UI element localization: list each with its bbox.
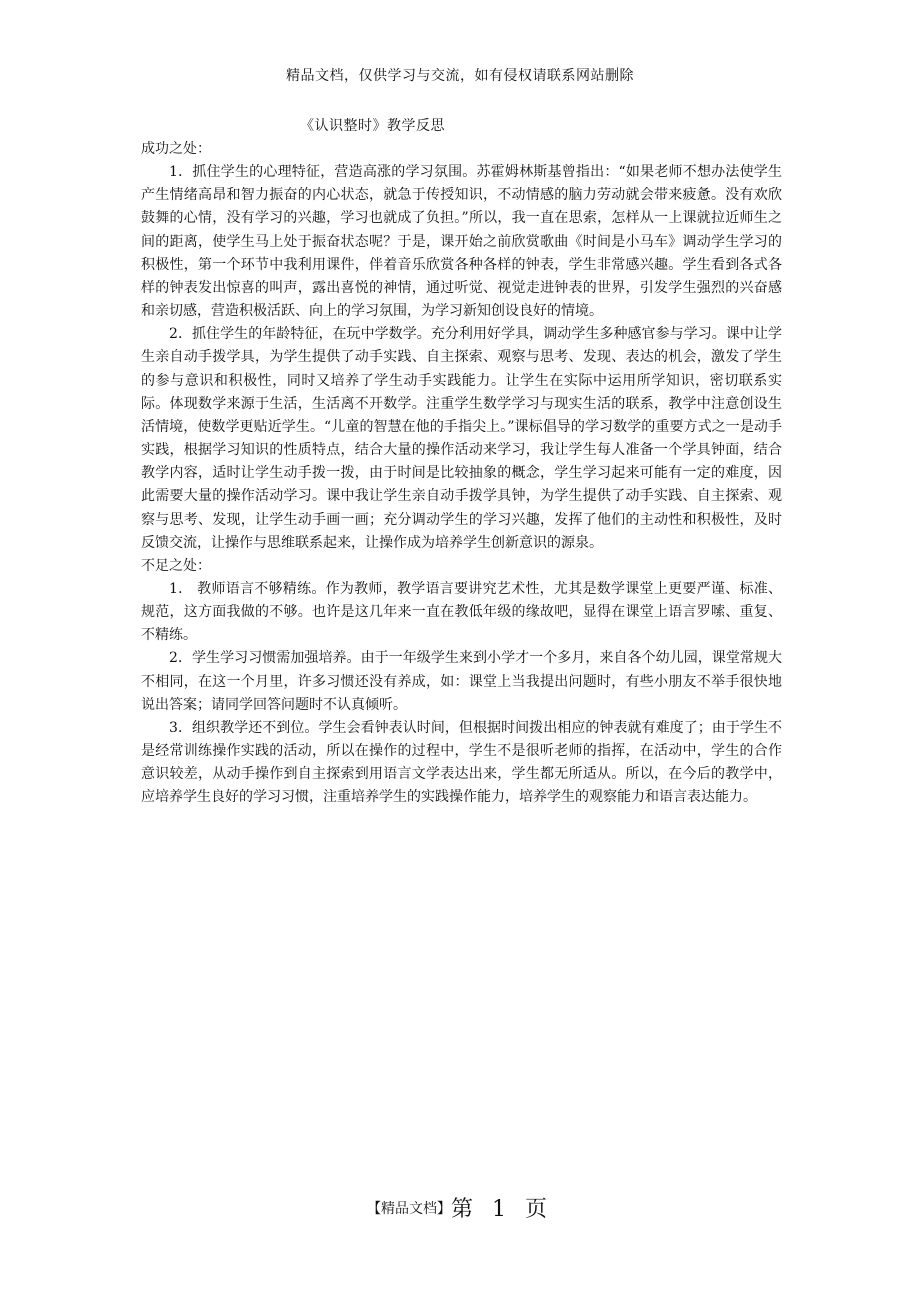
success-paragraph-2: 2．抓住学生的年龄特征，在玩中学数学。充分利用好学具，调动学生多种感官参与学习。课中让学生亲自动手拨学具，为学生提供了动手实践、自主探索、观察与思考、发现、表达的机会，激发了学生的参与意识和积极性，同时又培养了学生动手实践能力。让学生在实际中运用所学知识，密切联系实际。体现数学来源于生活，生活离不开数学。注重学生数学学习与现实生活的联系，教学中注意创设生活情境，使数学更贴近学生。“儿童的智慧在他的手指尖上。”课标倡导的学习数学的重要方式之一是动手实践，根据学习知识的性质特点，结合大量的操作活动来学习，我让学生每人准备一个学具钟面，结合教学内容，适时让学生动手拨一拨，由于时间是比较抽象的概念，学生学习起来可能有一定的难度，因此需要大量的操作活动学习。课中我让学生亲自动手拨学具钟，为学生提供了动手实践、自主探索、观察与思考、发现，让学生动手画一画；充分调动学生的学习兴趣，发挥了他们的主动性和积极性，及时反馈交流，让操作与思维联系起来，让操作成为培养学生创新意识的源泉。 xyxy=(141,326,782,551)
success-heading: 成功之处： xyxy=(141,141,211,157)
shortcoming-heading: 不足之处： xyxy=(141,557,211,574)
document-body xyxy=(141,138,782,810)
shortcoming-paragraph-3: 3．组织教学还不到位。学生会看钟表认时间，但根据时间拨出相应的钟表就有难度了；由于学生不是经常训练操作实践的活动，所以在操作的过程中，学生不是很听老师的指挥，在活动中，学生的合作意识较差，从动手操作到自主探索到用语言文学表达出来，学生都无所适从。所以，在今后的教学中，应培养学生良好的学习习惯，注重培养学生的实践操作能力，培养学生的观察能力和语言表达能力。 xyxy=(141,719,782,806)
success-paragraph-1: 1．抓住学生的心理特征，营造高涨的学习氛围。苏霍姆林斯基曾指出：“如果老师不想办法使学生产生情绪高昂和智力振奋的内心状态，就急于传授知识，不动情感的脑力劳动就会带来疲惫。没有欢欣鼓舞的心情，没有学习的兴趣，学习也就成了负担。”所以，我一直在思索，怎样从一上课就拉近师生之间的距离，使学生马上处于振奋状态呢？于是，课开始之前欣赏歌曲《时间是小马车》调动学生学习的积极性，第一个环节中我利用课件，伴着音乐欣赏各种各样的钟表，学生非常感兴趣。学生看到各式各样的钟表发出惊喜的叫声，露出喜悦的神情，通过听觉、视觉走进钟表的世界，引发学生强烈的兴奋感和亲切感，营造积极活跃、向上的学习氛围，为学习新知创设良好的情境。 xyxy=(141,164,782,320)
shortcoming-paragraph-2: 2．学生学习习惯需加强培养。由于一年级学生来到小学才一个多月，来自各个幼儿园，课堂常规大不相同，在这一个月里，许多习惯还没有养成，如：课堂上当我提出问题时，有些小朋友不举手很快地说出答案；请同学回答问题时不认真倾听。 xyxy=(141,650,782,713)
document-title: 《认识整时》教学反思 xyxy=(300,118,445,134)
page-footer xyxy=(0,1194,920,1227)
shortcoming-paragraph-1: 1． 教师语言不够精练。作为教师，教学语言要讲究艺术性，尤其是数学课堂上更要严谨、标准、规范，这方面我做的不够。也许是这几年来一直在教低年级的缘故吧，显得在课堂上语言罗嗦、重复、不精练。 xyxy=(141,580,782,644)
page-number: 第 1 页 xyxy=(451,1197,553,1222)
page-header-notice: 精品文档，仅供学习与交流，如有侵权请联系网站删除 xyxy=(286,68,634,84)
footer-tag: 【精品文档】 xyxy=(367,1201,451,1217)
